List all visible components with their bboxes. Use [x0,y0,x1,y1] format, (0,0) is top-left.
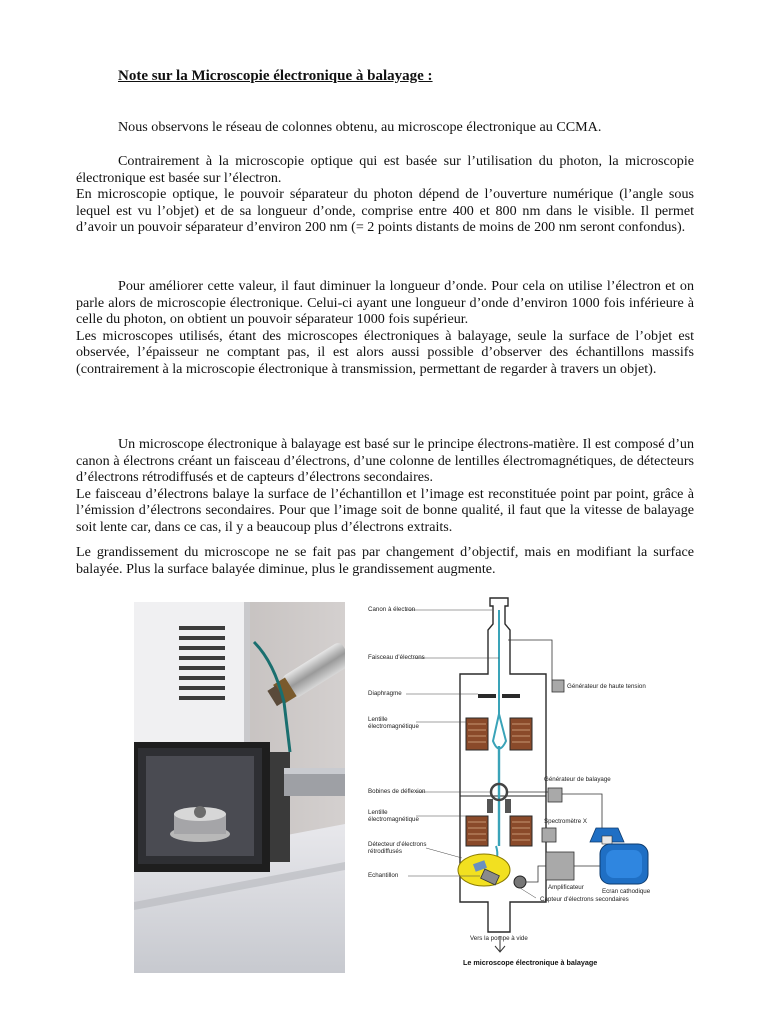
paragraph-principle [76,436,694,536]
label-generateur-ht: Générateur de haute tension [567,683,646,690]
paragraph-magnification [76,544,694,577]
paragraph-improve-1: Pour améliorer cette valeur, il faut diminuer la longueur d’onde. Pour cela on utilise l’électron et on parle alors de microscopie électronique. Celui-ci ayant une longueur d’onde d’environ 1000 fois inférieure à celle du photon, on obtient un pouvoir séparateur 1000 fois supérieur. [76,278,694,328]
label-lentille-2b: électromagnétique [368,816,419,823]
label-pompe: Vers la pompe à vide [470,935,528,942]
document-title: Note sur la Microscopie électronique à balayage : [118,68,433,84]
paragraph-optics-1: Contrairement à la microscopie optique qui est basée sur l’utilisation du photon, la microscopie électronique est basée sur l’électron. [76,153,694,186]
label-spectrometre: Spectromètre X [544,818,587,825]
paragraph-optics [76,153,694,236]
label-lentille-1b: électromagnétique [368,723,419,730]
label-generateur-balayage: Générateur de balayage [544,776,611,783]
paragraph-principle-2: Le faisceau d’électrons balaye la surface de l’échantillon et l’image est reconstituée point par point, grâce à l’émission d’électrons secondaires. Pour que l’image soit de bonne qualité, il faut que la vitesse de balayage soit lente car, dans ce cas, il y a beaucoup plus d’électrons extraits. [76,485,694,535]
sem-photo-illustration [134,602,345,973]
sem-diagram [360,596,650,972]
label-bobines: Bobines de déflexion [368,788,426,795]
diagram-caption: Le microscope électronique à balayage [463,958,598,967]
label-canon: Canon à électron [368,606,416,613]
paragraph-magnification-text: Le grandissement du microscope ne se fait pas par changement d’objectif, mais en modifiant la surface balayée. Plus la surface balayée diminue, plus le grandissement augmente. [76,544,694,577]
paragraph-improve-2: Les microscopes utilisés, étant des microscopes électroniques à balayage, seule la surface de l’objet est observée, l’épaisseur ne comptant pas, il est alors aussi possible d’observer des échantillons massifs (contrairement à la microscopie électronique à transmission, permettant de regarder à travers un objet). [76,327,694,377]
label-detecteur-a: Détecteur d’électrons [368,841,427,848]
paragraph-intro-text: Nous observons le réseau de colonnes obtenu, au microscope électronique au CCMA. [118,119,602,135]
label-faisceau: Faisceau d’électrons [368,654,425,661]
paragraph-improve [76,278,694,378]
paragraph-intro [76,119,694,136]
label-ecran: Ecran cathodique [602,888,651,895]
label-amplificateur: Amplificateur [548,884,584,891]
label-echantillon: Echantillon [368,872,399,879]
paragraph-principle-1: Un microscope électronique à balayage est basé sur le principe électrons-matière. Il est composé d’un canon à électrons créant un faisceau d’électrons, d’une colonne de lentilles électromagnétiques, de détecteurs d’électrons rétrodiffusés et de capteurs d’électrons secondaires. [76,436,694,486]
label-lentille-2a: Lentille [368,809,388,816]
paragraph-optics-2: En microscopie optique, le pouvoir séparateur du photon dépend de l’ouverture numérique (l’angle sous lequel est vu l’objet) et de sa longueur d’onde, comprise entre 400 et 800 nm dans le visible. Il permet d’avoir un pouvoir séparateur d’environ 200 nm (= 2 points distants de moins de 200 nm seront confondus). [76,186,694,236]
sem-instrument-photo [134,602,345,973]
label-lentille-1a: Lentille [368,716,388,723]
label-detecteur-b: rétrodiffusés [368,848,402,855]
label-diaphragme: Diaphragme [368,690,402,697]
sem-diagram-drawing [360,596,650,972]
label-capteur: Capteur d’électrons secondaires [540,896,629,903]
